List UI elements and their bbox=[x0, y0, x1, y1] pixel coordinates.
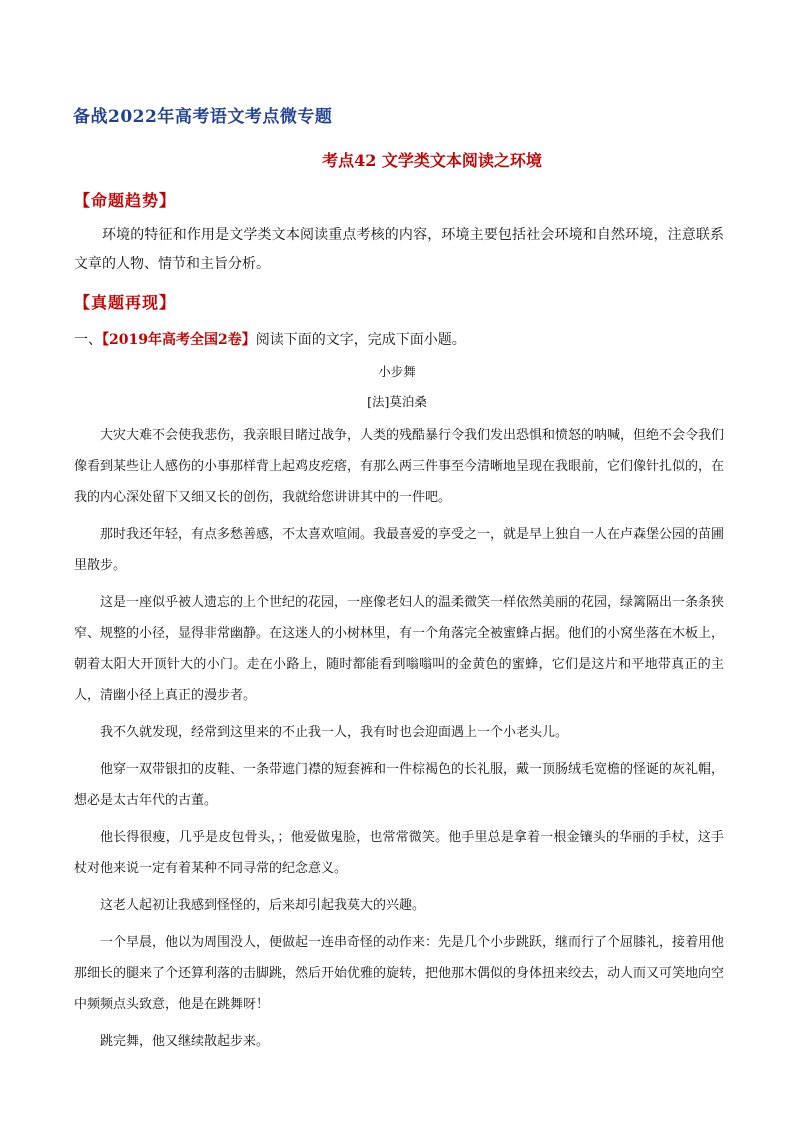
story-paragraph: 他穿一双带银扣的皮鞋、一条带遮门襟的短套裤和一件棕褐色的长礼服，戴一顶肠绒毛宽檐的怪诞的灰礼帽，想必是太古年代的古董。 bbox=[74, 762, 725, 808]
review-heading: 【真题再现】 bbox=[74, 293, 177, 312]
trend-heading: 【命题趋势】 bbox=[74, 191, 177, 210]
main-title: 考点42 文学类文本阅读之环境 bbox=[322, 151, 542, 170]
story-author: [法]莫泊桑 bbox=[367, 394, 427, 409]
story-body bbox=[74, 420, 724, 1063]
story-paragraph: 一个早晨，他以为周围没人，便做起一连串奇怪的动作来：先是几个小步跳跃，继而行了个屈膝礼，接着用他那细长的腿来了个还算利落的击脚跳，然后开始优雅的旋转，把他那木偶似的身体扭来绞去，动人而又可笑地向空中频频点头致意，他是在跳舞呀！ bbox=[74, 935, 725, 1012]
question-source: 【2019年高考全国2卷】 bbox=[102, 332, 256, 348]
story-paragraph: 那时我还年轻，有点多愁善感，不太喜欢喧闹。我最喜爱的享受之一，就是早上独自一人在卢森堡公园的苗圃里散步。 bbox=[74, 527, 725, 573]
question-line bbox=[74, 329, 466, 349]
trend-text: 环境的特征和作用是文学类文本阅读重点考核的内容，环境主要包括社会环境和自然环境，注意联系文章的人物、情节和主旨分析。 bbox=[74, 227, 724, 272]
story-paragraph: 他长得很瘦，几乎是皮包骨头，；他爱做鬼脸，也常常微笑。他手里总是拿着一根金镶头的华丽的手杖，这手杖对他来说一定有着某种不同寻常的纪念意义。 bbox=[74, 830, 724, 876]
series-title: 备战2022年高考语文考点微专题 bbox=[73, 107, 333, 127]
question-instruction: 阅读下面的文字，完成下面小题。 bbox=[255, 332, 466, 348]
story-paragraph: 跳完舞，他又继续散起步来。 bbox=[100, 1034, 270, 1049]
story-paragraph: 这老人起初让我感到怪怪的，后来却引起我莫大的兴趣。 bbox=[100, 898, 426, 913]
story-title: 小步舞 bbox=[378, 364, 416, 379]
story-paragraph: 这是一座似乎被人遗忘的上个世纪的花园，一座像老妇人的温柔微笑一样依然美丽的花园，绿篱隔出一条条狭窄、规整的小径，显得非常幽静。在这迷人的小树林里，有一个角落完全被蜜蜂占据。他们的小窝坐落在木板上，朝着太阳大开顶针大的小门。走在小路上，随时都能看到嗡嗡叫的金黄色的蜜蜂，它们是这片和平地带真正的主人，清幽小径上真正的漫步者。 bbox=[74, 595, 725, 703]
story-paragraph: 我不久就发现，经常到这里来的不止我一人，我有时也会迎面遇上一个小老头儿。 bbox=[100, 725, 569, 740]
story-paragraph: 大灾大难不会使我悲伤，我亲眼目睹过战争，人类的残酷暴行令我们发出恐惧和愤怒的呐喊，但绝不会令我们像看到某些让人感伤的小事那样背上起鸡皮疙瘩，有那么两三件事至今清晰地呈现在我眼前，它们像针扎似的，在我的内心深处留下又细又长的创伤，我就给您讲讲其中的一件吧。 bbox=[74, 428, 725, 505]
question-number: 一、 bbox=[74, 332, 102, 348]
